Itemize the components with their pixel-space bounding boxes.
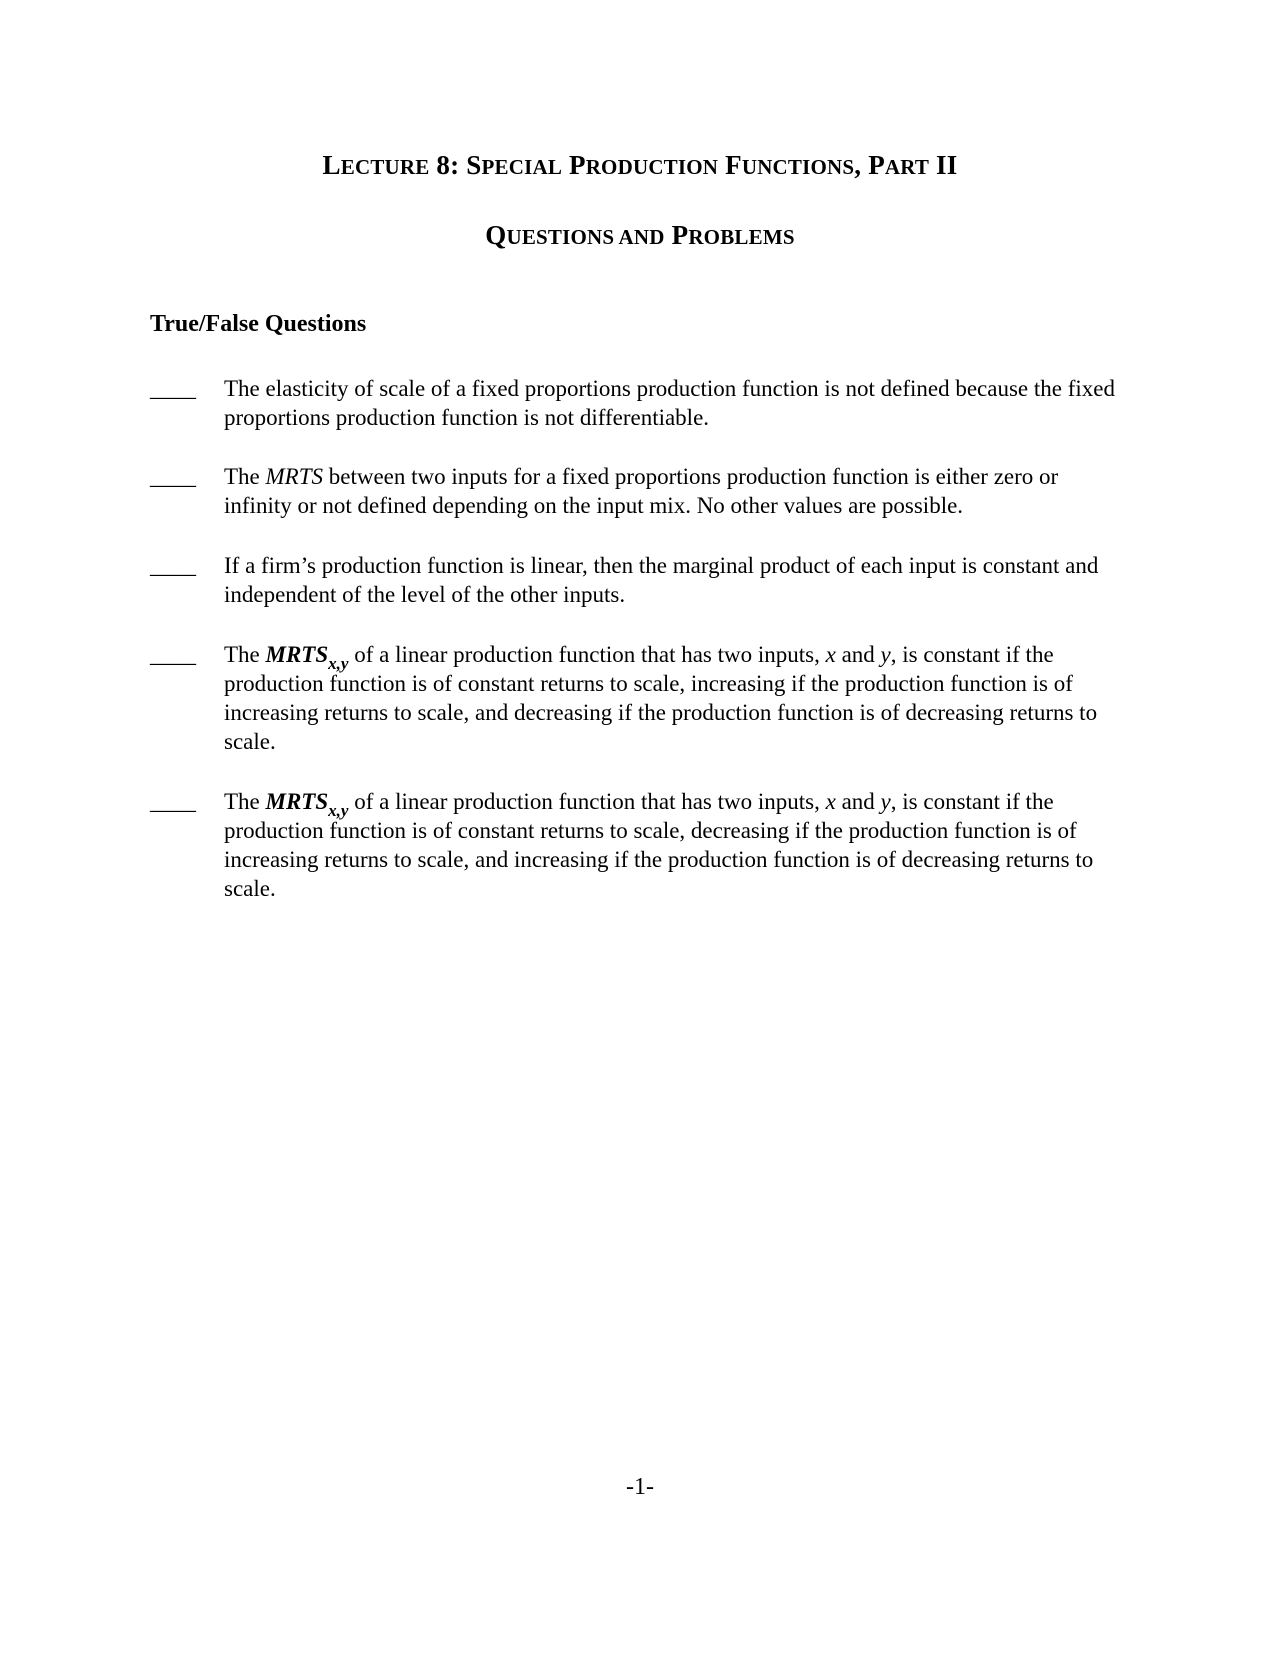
- title-text: ECTURE: [340, 155, 430, 179]
- question-text-part: The: [224, 789, 266, 814]
- mrts-subscript: x,y: [328, 801, 349, 820]
- mrts-term: MRTS: [265, 789, 329, 814]
- title-text: 8:: [429, 150, 467, 180]
- variable-x: x: [825, 642, 836, 667]
- subtitle-text: P: [664, 220, 689, 250]
- title-text: UNCTIONS: [741, 155, 855, 179]
- question-text-part: , is constant if the production function is of constant returns to scale, increasing if the production function is of increasing returns to scale, and decreasing if the production function is of decreasing returns to scale.: [224, 642, 1098, 754]
- variable-y: y: [880, 642, 891, 667]
- question-text-part: of a linear production function that has two inputs,: [348, 789, 826, 814]
- title-text: ART: [884, 155, 930, 179]
- question-text-part: of a linear production function that has two inputs,: [348, 642, 826, 667]
- answer-blank: ____: [150, 642, 196, 667]
- answer-blank: ____: [150, 464, 196, 489]
- subtitle-text: UESTIONS AND: [506, 225, 665, 249]
- question-text: The elasticity of scale of a fixed proportions production function is not defined because the fixed proportions production function is not differentiable.: [224, 376, 1115, 430]
- question-text-part: between two inputs for a fixed proportions production function is either zero or infinity or not defined depending on the input mix. No other values are possible.: [224, 464, 1059, 518]
- mrts-subscript: x,y: [328, 654, 349, 673]
- question-text-part: The: [224, 464, 266, 489]
- variable-x: x: [825, 789, 836, 814]
- title-text: P: [562, 150, 586, 180]
- answer-blank: ____: [150, 376, 196, 401]
- question-text: [224, 787, 1124, 903]
- answer-blank: ____: [150, 553, 196, 578]
- page-subtitle: [0, 220, 1280, 251]
- answer-blank: ____: [150, 789, 196, 814]
- title-text: PECIAL: [481, 155, 563, 179]
- title-text: II: [929, 150, 958, 180]
- question-text: [224, 462, 1124, 520]
- title-text: RODUCTION: [585, 155, 719, 179]
- mrts-term: MRTS: [265, 464, 324, 489]
- question-text: [224, 640, 1124, 756]
- variable-y: y: [880, 789, 891, 814]
- subtitle-text: Q: [485, 220, 507, 250]
- page-title: [0, 150, 1280, 181]
- title-text: S: [466, 150, 482, 180]
- section-heading: True/False Questions: [150, 311, 367, 337]
- mrts-term: MRTS: [265, 642, 329, 667]
- page-number: -1-: [626, 1474, 654, 1500]
- title-text: , P: [854, 150, 885, 180]
- question-text-part: and: [835, 789, 881, 814]
- subtitle-text: ROBLEMS: [688, 225, 795, 249]
- question-text: If a firm’s production function is linear, then the marginal product of each input is constant and independent of the level of the other inputs.: [224, 553, 1099, 607]
- question-text-part: The: [224, 642, 266, 667]
- question-text-part: and: [835, 642, 881, 667]
- title-text: F: [718, 150, 742, 180]
- title-text: L: [322, 150, 341, 180]
- question-text-part: , is constant if the production function is of constant returns to scale, decreasing if the production function is of increasing returns to scale, and increasing if the production function is of decreasing returns to scale.: [224, 789, 1094, 901]
